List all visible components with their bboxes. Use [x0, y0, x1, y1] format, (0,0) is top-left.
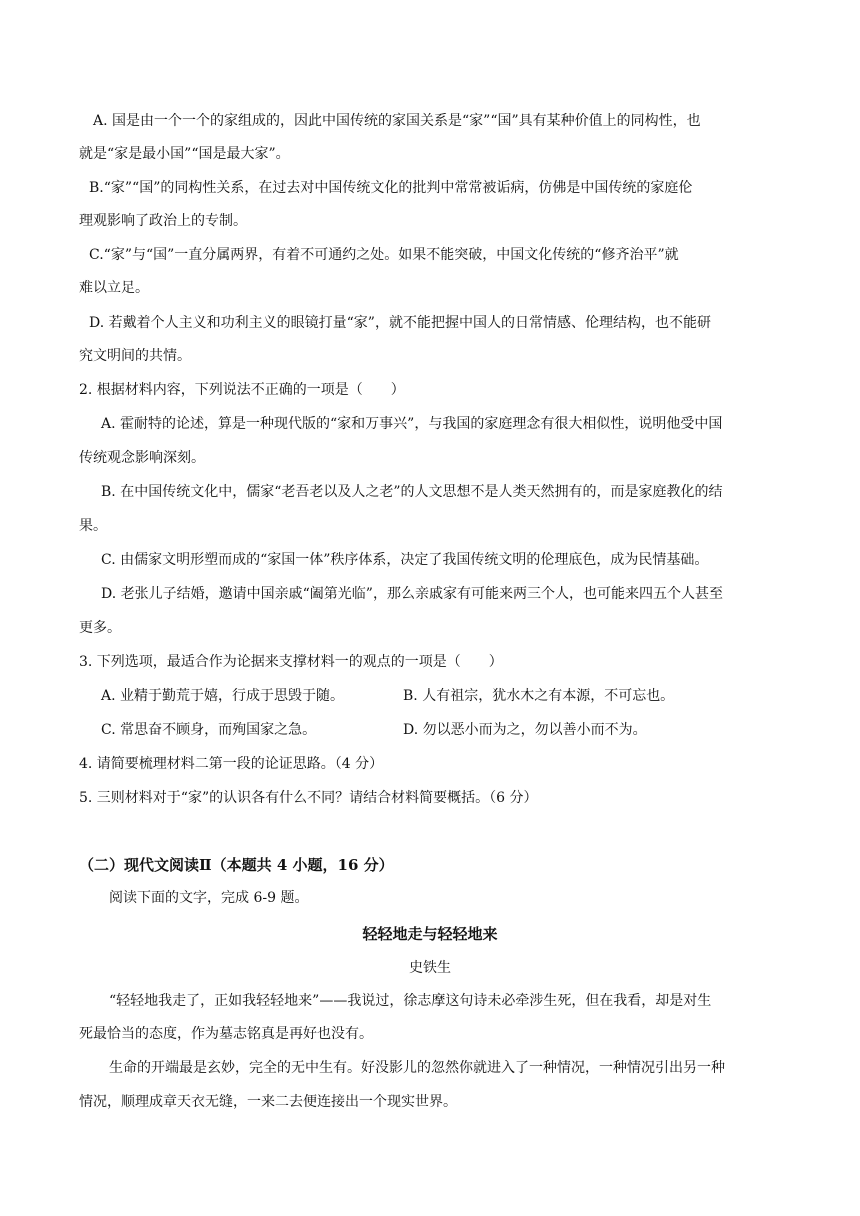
q1-option-b-line2: 理观影响了政治上的专制。	[79, 213, 247, 229]
section-instruction: 阅读下面的文字，完成 6-9 题。	[109, 890, 309, 906]
q2-option-d-line2: 更多。	[79, 620, 121, 636]
q3-option-d: D. 勿以恶小而为之，勿以善小而不为。	[403, 722, 647, 738]
q1-option-a-line2: 就是“家是最小国”“国是最大家”。	[79, 146, 290, 162]
q2-option-a-line2: 传统观念影响深刻。	[79, 450, 205, 466]
q1-option-c-line2: 难以立足。	[79, 280, 149, 296]
q1-option-c-line1: C.“家”与“国”一直分属两界，有着不可通约之处。如果不能突破，中国文化传统的“修齐治平”就	[89, 247, 679, 263]
q4-stem: 4. 请简要梳理材料二第一段的论证思路。（4 分）	[79, 756, 384, 772]
q1-option-d-line2: 究文明间的共情。	[79, 348, 191, 364]
paragraph-2-line1: 生命的开端最是玄妙，完全的无中生有。好没影儿的忽然你就进入了一种情况，一种情况引出另一种	[109, 1060, 725, 1076]
q2-stem: 2. 根据材料内容，下列说法不正确的一项是（ ）	[79, 382, 405, 398]
paragraph-2-line2: 情况，顺理成章天衣无缝，一来二去便连接出一个现实世界。	[79, 1094, 457, 1110]
q1-option-b-line1: B.“家”“国”的同构性关系，在过去对中国传统文化的批判中常常被诟病，仿佛是中国传统的家庭伦	[89, 180, 693, 196]
q1-option-d-line1: D. 若戴着个人主义和功利主义的眼镜打量“家”，就不能把握中国人的日常情感、伦理结构，也不能研	[89, 315, 711, 331]
q1-option-a-line1: A. 国是由一个一个的家组成的，因此中国传统的家国关系是“家”“国”具有某种价值上的同构性，也	[93, 113, 701, 129]
q3-option-a: A. 业精于勤荒于嬉，行成于思毁于随。	[101, 688, 345, 704]
essay-author: 史铁生	[409, 960, 451, 976]
essay-title: 轻轻地走与轻轻地来	[362, 925, 498, 943]
paragraph-1-line1: “轻轻地我走了，正如我轻轻地来”——我说过，徐志摩这句诗未必牵涉生死，但在我看，却是对生	[109, 993, 712, 1009]
q2-option-c: C. 由儒家文明形塑而成的“家国一体”秩序体系，决定了我国传统文明的伦理底色，成为民情基础。	[101, 552, 709, 568]
paragraph-1-line2: 死最恰当的态度，作为墓志铭真是再好也没有。	[79, 1026, 373, 1042]
q3-option-b: B. 人有祖宗，犹水木之有本源，不可忘也。	[403, 688, 675, 704]
q2-option-b-line1: B. 在中国传统文化中，儒家“老吾老以及人之老”的人文思想不是人类天然拥有的，而是家庭教化的结	[101, 484, 723, 500]
q5-stem: 5. 三则材料对于“家”的认识各有什么不同？请结合材料简要概括。（6 分）	[79, 790, 538, 806]
q3-option-c: C. 常思奋不顾身，而殉国家之急。	[101, 722, 317, 738]
q2-option-d-line1: D. 老张儿子结婚，邀请中国亲戚“阖第光临”，那么亲戚家有可能来两三个人，也可能来四五个人甚至	[101, 586, 723, 602]
q2-option-b-line2: 果。	[79, 518, 107, 534]
q2-option-a-line1: A. 霍耐特的论述，算是一种现代版的“家和万事兴”，与我国的家庭理念有很大相似性，说明他受中国	[101, 416, 723, 432]
section-heading: （二）现代文阅读Ⅱ（本题共 4 小题，16 分）	[79, 856, 394, 874]
q3-stem: 3. 下列选项，最适合作为论据来支撑材料一的观点的一项是（ ）	[79, 654, 503, 670]
